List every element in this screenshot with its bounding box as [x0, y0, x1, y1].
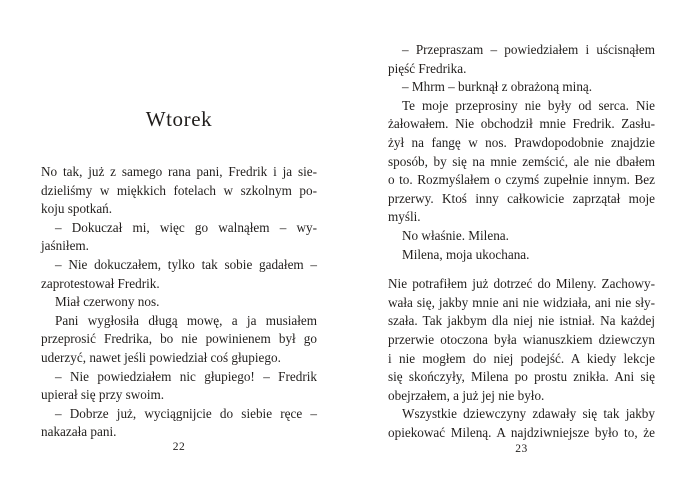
text-line: myśli.	[388, 209, 421, 225]
text-line: o to. Rozmyślałem o czymś zupełnie innym. Bez	[388, 172, 655, 188]
text-line: wała się, jakby mnie ani nie widziała, ani nie sły-	[388, 294, 655, 310]
text-line: sposób, by się na mnie zemścić, ale nie dbałem	[388, 153, 655, 169]
chapter-heading: Wtorek	[145, 107, 213, 131]
paragraph	[388, 78, 655, 97]
paragraph	[41, 256, 317, 293]
page-number-left: 22	[172, 441, 186, 453]
paragraph	[41, 163, 317, 219]
right-page-text	[388, 41, 655, 442]
text-line: Miał czerwony nos.	[55, 294, 160, 310]
text-line: upierał się przy swoim.	[41, 387, 165, 403]
paragraph	[388, 97, 655, 227]
paragraph	[41, 312, 317, 368]
text-line: jaśniłem.	[41, 238, 89, 254]
paragraph	[41, 368, 317, 405]
paragraph	[41, 293, 317, 312]
text-line: pięść Fredrika.	[388, 60, 467, 76]
text-line: dzieliśmy w miękkich fotelach w szkolnym po-	[41, 182, 317, 198]
paragraph	[388, 405, 655, 442]
text-line: – Dobrze już, wyciągnijcie do siebie ręce –	[55, 405, 317, 421]
text-line: przerwy. Ktoś inny całkowicie zaprzątał moje	[388, 190, 655, 206]
text-line: i nie mogłem do niej podejść. A kiedy lekcje	[388, 350, 655, 366]
text-line: przeprosić Fredrika, bo nie powinienem był go	[41, 331, 317, 347]
text-line: nakazała pani.	[41, 424, 117, 440]
text-line: przerwie otoczona była wianuszkiem dziewczyn	[388, 331, 655, 347]
text-line: Wszystkie dziewczyny zdawały się tak jakby	[402, 406, 655, 422]
paragraph	[388, 41, 655, 78]
text-line: – Mhrm – burknął z obrażoną miną.	[402, 79, 593, 95]
text-line: szała. Tak jakbym dla niej nie istniał. Na każdej	[388, 313, 655, 329]
text-line: Pani wygłosiła długą mowę, a ja musiałem	[55, 312, 317, 328]
paragraph	[388, 227, 655, 246]
text-line: się skończyły, Milena po prostu znikła. Ani się	[388, 369, 655, 385]
text-line: Nie potrafiłem już dotrzeć do Mileny. Zachowy-	[388, 276, 655, 292]
text-line: – Dokuczał mi, więc go walnąłem – wy-	[55, 219, 317, 235]
text-line: żył na fangę w nos. Prawdopodobnie znajdzie	[388, 134, 655, 150]
text-line: zaprotestował Fredrik.	[41, 275, 160, 291]
page-number-right: 23	[515, 443, 528, 455]
text-line: koju spotkań.	[41, 201, 113, 217]
text-line: – Nie dokuczałem, tylko tak sobie gadałem –	[55, 256, 317, 272]
text-line: żałowałem. Nie obchodził mnie Fredrik. Zasłu-	[388, 116, 655, 132]
text-line: Te moje przeprosiny nie były od serca. Nie	[402, 97, 655, 113]
text-line: No tak, już z samego rana pani, Fredrik i ja sie-	[41, 164, 317, 179]
text-line: uderzyć, nawet jeśli powiedział coś głupiego.	[41, 349, 281, 365]
left-page-text	[41, 163, 317, 442]
text-line: Milena, moja ukochana.	[402, 246, 530, 262]
text-line: obejrzałem, a już jej nie było.	[388, 387, 545, 403]
paragraph	[388, 275, 655, 405]
paragraph	[388, 246, 655, 265]
paragraph	[41, 405, 317, 442]
text-line: – Nie powiedziałem nic głupiego! – Fredrik	[55, 368, 317, 384]
text-line: No właśnie. Milena.	[402, 227, 509, 243]
paragraph	[41, 219, 317, 256]
text-line: opiekować Mileną. A najdziwniejsze było to, że	[388, 424, 655, 440]
text-line: – Przepraszam – powiedziałem i uścisnąłem	[402, 42, 655, 57]
